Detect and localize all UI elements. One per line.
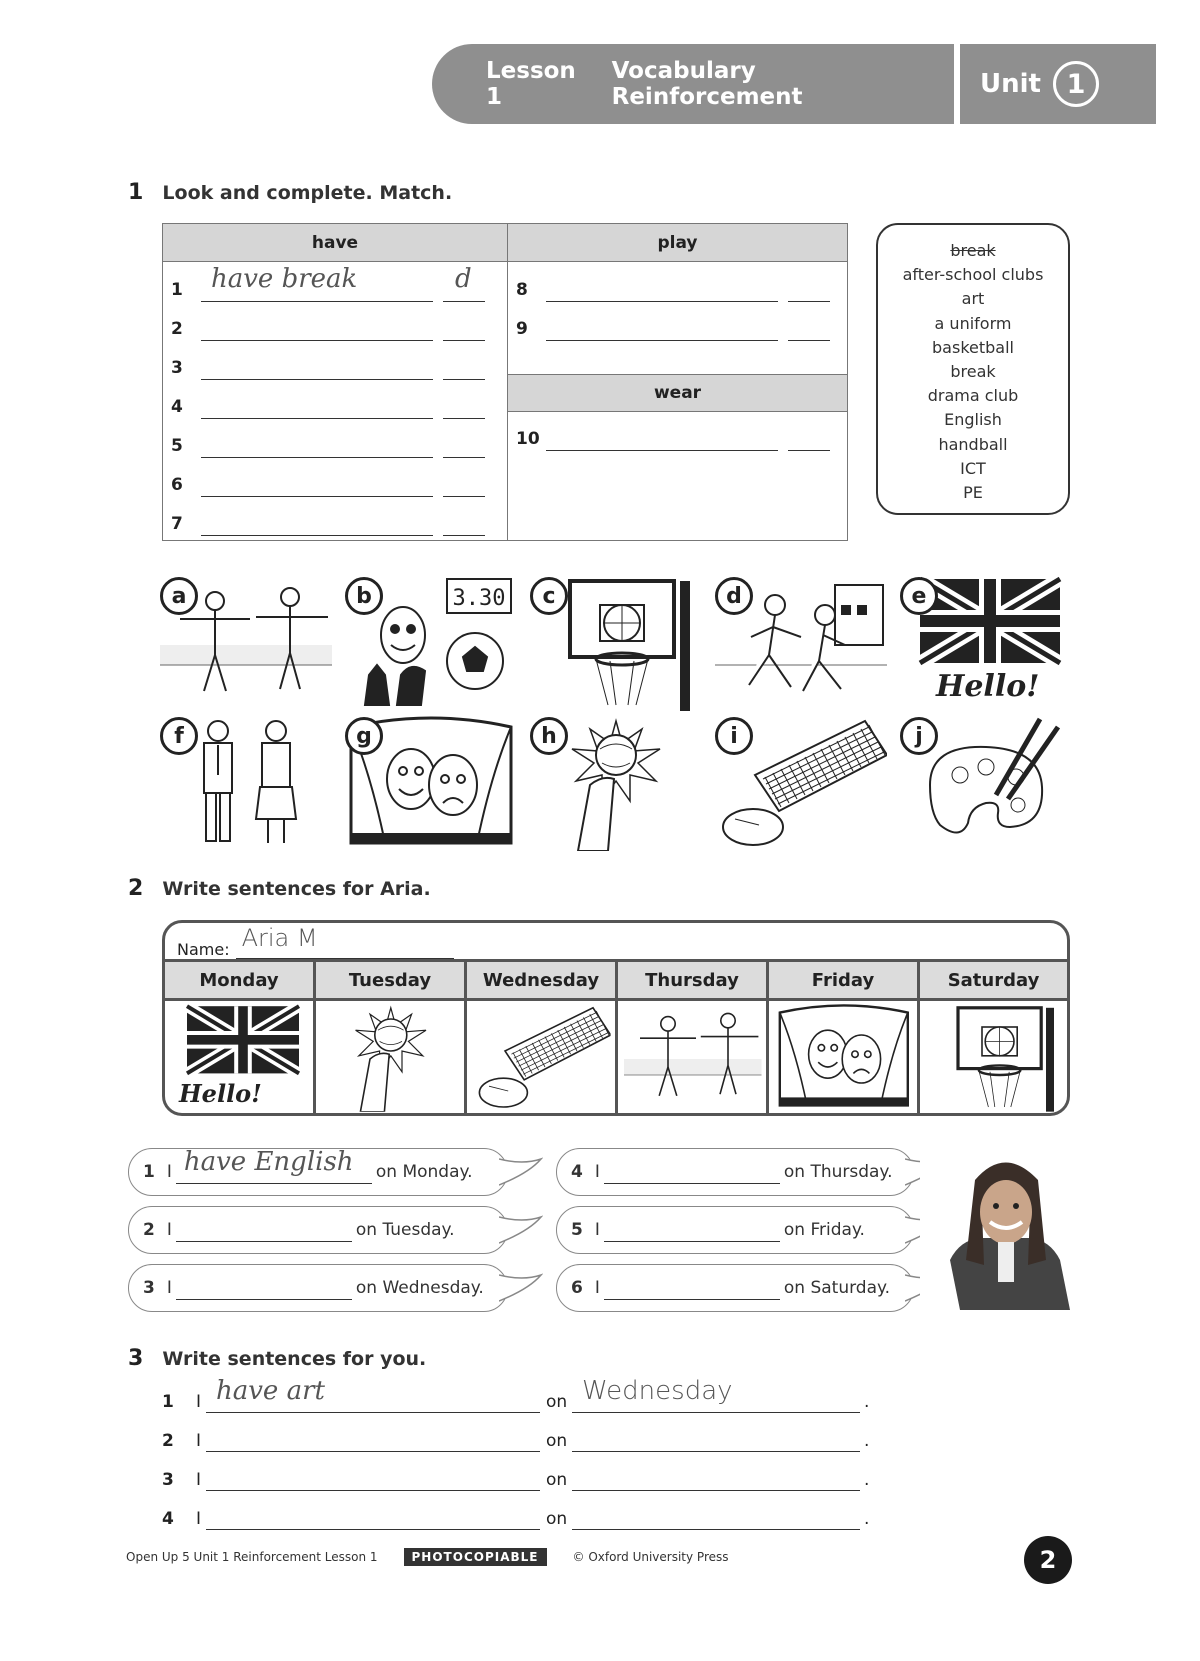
sentence-answer-line[interactable] — [604, 1219, 780, 1242]
picture-b[interactable] — [345, 575, 517, 711]
have-row — [163, 426, 507, 460]
play-row — [508, 309, 847, 343]
sentence-number: 2 — [143, 1220, 155, 1240]
name-row — [177, 924, 1057, 959]
letter-line[interactable] — [788, 270, 830, 302]
row-mid: on — [546, 1392, 568, 1412]
picture-a[interactable] — [160, 575, 332, 711]
row-number: 2 — [171, 319, 183, 339]
picture-letter: c — [530, 577, 568, 615]
row-number: 9 — [516, 319, 528, 339]
word-box-item: drama club — [927, 386, 1019, 406]
day-header-friday: Friday — [769, 962, 920, 998]
word-box-item: PE — [963, 483, 983, 503]
sentence-answer-line[interactable] — [604, 1277, 780, 1300]
word-box-item: after-school clubs — [902, 265, 1044, 285]
answer-line[interactable] — [201, 426, 433, 458]
have-row — [163, 465, 507, 499]
ex3-number: 3 — [128, 1346, 144, 1371]
picture-letter: i — [715, 717, 753, 755]
sentence-end: on Friday. — [783, 1220, 865, 1240]
pe-children-icon — [624, 1003, 762, 1115]
bubble-tail — [499, 1155, 543, 1196]
picture-h[interactable] — [530, 715, 702, 851]
picture-d[interactable] — [715, 575, 887, 711]
have-row — [163, 504, 507, 538]
picture-f[interactable] — [160, 715, 332, 851]
wear-row — [508, 419, 847, 453]
word-box-item: ICT — [960, 458, 986, 478]
letter-line[interactable] — [443, 309, 485, 341]
answer-line[interactable] — [201, 387, 433, 419]
sentence-end: on Tuesday. — [355, 1220, 455, 1240]
ex1-heading — [128, 180, 452, 205]
word-box — [876, 223, 1070, 515]
have-row — [163, 264, 507, 304]
sentence-start: I — [594, 1220, 600, 1240]
word-box-item: English — [944, 410, 1002, 430]
row-number: 6 — [171, 475, 183, 495]
sentence-start: I — [594, 1162, 600, 1182]
activity-line[interactable] — [206, 1460, 540, 1491]
sentence-number: 5 — [571, 1220, 583, 1240]
aria-photo — [920, 1150, 1090, 1310]
picture-letter: a — [160, 577, 198, 615]
ex3-row — [160, 1460, 880, 1494]
ex1-instruction: Look and complete. Match. — [162, 182, 453, 204]
picture-letter: b — [345, 577, 383, 615]
row-number: 10 — [516, 429, 540, 449]
row-number: 3 — [171, 358, 183, 378]
day-line[interactable] — [572, 1376, 860, 1413]
day-cell-wednesday — [467, 1001, 618, 1116]
have-column — [163, 224, 508, 540]
day-line[interactable] — [572, 1460, 860, 1491]
play-header: play — [508, 224, 847, 262]
word-box-item: break — [950, 362, 996, 382]
letter-line[interactable] — [443, 504, 485, 536]
row-mid: on — [546, 1431, 568, 1451]
speech-bubble — [128, 1148, 508, 1196]
day-cell-friday — [769, 1001, 920, 1116]
sentence-answer-line[interactable] — [176, 1146, 372, 1184]
row-end: . — [864, 1509, 870, 1529]
ex3-row — [160, 1421, 880, 1455]
speech-bubble — [128, 1264, 508, 1312]
word-box-item: basketball — [932, 337, 1014, 357]
speech-bubble — [556, 1264, 914, 1312]
keyboard-mouse-icon — [473, 1003, 611, 1115]
basketball-hoop-icon — [926, 1003, 1064, 1115]
picture-letter: d — [715, 577, 753, 615]
ex3-row — [160, 1376, 880, 1416]
ex1-table — [162, 223, 848, 541]
speech-bubble — [556, 1148, 914, 1196]
day-header-monday: Monday — [165, 962, 316, 998]
activity-line[interactable] — [206, 1421, 540, 1452]
row-mid: on — [546, 1509, 568, 1529]
letter-line[interactable] — [788, 309, 830, 341]
letter-answer: d — [455, 264, 472, 294]
sentence-start: I — [166, 1220, 172, 1240]
day-header-wednesday: Wednesday — [467, 962, 618, 998]
speech-bubble — [128, 1206, 508, 1254]
row-start: I — [196, 1509, 202, 1529]
word-box-item: art — [961, 289, 985, 309]
row-end: . — [864, 1431, 870, 1451]
picture-letter: f — [160, 717, 198, 755]
day-header-tuesday: Tuesday — [316, 962, 467, 998]
sentence-start: I — [166, 1162, 172, 1182]
have-row — [163, 348, 507, 382]
row-start: I — [196, 1431, 202, 1451]
play-row — [508, 270, 847, 304]
sentence-end: on Monday. — [375, 1162, 473, 1182]
ex2-number: 2 — [128, 876, 144, 901]
sentence-start: I — [166, 1278, 172, 1298]
row-number: 4 — [171, 397, 183, 417]
unit-header — [960, 44, 1156, 124]
sentence-answer-line[interactable] — [604, 1161, 780, 1184]
days-grid — [165, 959, 1067, 1116]
answer-line[interactable] — [546, 419, 778, 451]
word-box-item: break — [950, 241, 996, 260]
row-number: 7 — [171, 514, 183, 534]
activity-line[interactable] — [206, 1499, 540, 1530]
row-start: I — [196, 1392, 202, 1412]
day-line[interactable] — [572, 1499, 860, 1530]
play-column — [508, 224, 847, 374]
answer-line[interactable] — [201, 264, 433, 302]
answer-line[interactable] — [201, 348, 433, 380]
name-value: Aria M — [241, 924, 318, 952]
day-answer: Wednesday — [582, 1376, 733, 1406]
footer-copyright: © Oxford University Press — [572, 1550, 729, 1564]
photocopiable-badge: PHOTOCOPIABLE — [404, 1548, 547, 1566]
hello-caption: Hello! — [179, 1079, 262, 1108]
letter-line[interactable] — [443, 465, 485, 497]
wear-column — [508, 374, 847, 540]
sentence-answer: have English — [183, 1146, 354, 1177]
letter-line[interactable] — [443, 264, 485, 302]
row-start: I — [196, 1470, 202, 1490]
ex3-heading — [128, 1346, 426, 1371]
letter-line[interactable] — [443, 387, 485, 419]
picture-e[interactable] — [900, 575, 1072, 711]
day-cell-tuesday — [316, 1001, 467, 1116]
row-number: 5 — [171, 436, 183, 456]
timetable — [162, 920, 1070, 1116]
sentence-number: 1 — [143, 1162, 155, 1182]
sentence-start: I — [594, 1278, 600, 1298]
answer-line[interactable] — [201, 309, 433, 341]
picture-letter: h — [530, 717, 568, 755]
picture-c[interactable] — [530, 575, 702, 711]
row-number: 1 — [171, 280, 183, 300]
row-number: 3 — [162, 1470, 174, 1490]
lesson-title: Vocabulary Reinforcement — [611, 58, 803, 110]
lesson-label: Lesson 1 — [486, 58, 576, 110]
picture-g[interactable] — [345, 715, 517, 851]
footer-left: Open Up 5 Unit 1 Reinforcement Lesson 1 — [126, 1550, 378, 1564]
picture-letter: e — [900, 577, 938, 615]
ex3-row — [160, 1499, 880, 1533]
have-row — [163, 387, 507, 421]
row-end: . — [864, 1392, 870, 1412]
sentence-number: 3 — [143, 1278, 155, 1298]
have-header: have — [163, 224, 507, 262]
activity-line[interactable] — [206, 1376, 540, 1413]
handball-icon — [322, 1003, 460, 1115]
letter-line[interactable] — [443, 348, 485, 380]
picture-letter: g — [345, 717, 383, 755]
sentence-answer-line[interactable] — [176, 1277, 352, 1300]
row-number: 4 — [162, 1509, 174, 1529]
letter-line[interactable] — [788, 419, 830, 451]
drama-masks-icon — [775, 1003, 913, 1115]
page-number: 2 — [1024, 1536, 1072, 1584]
speech-bubble — [556, 1206, 914, 1254]
bubble-tail — [499, 1213, 543, 1254]
activity-answer: have art — [216, 1376, 325, 1406]
unit-label: Unit — [980, 69, 1041, 99]
sentence-number: 4 — [571, 1162, 583, 1182]
answer-text: have break — [211, 264, 358, 294]
word-box-item: handball — [938, 434, 1008, 454]
picture-letter: j — [900, 717, 938, 755]
sentence-end: on Wednesday. — [355, 1278, 484, 1298]
day-header-saturday: Saturday — [920, 962, 1067, 998]
picture-i[interactable] — [715, 715, 887, 851]
lesson-header — [432, 44, 954, 124]
footer — [126, 1548, 729, 1566]
ex1-number: 1 — [128, 180, 144, 205]
name-field[interactable] — [236, 924, 454, 959]
answer-line[interactable] — [201, 504, 433, 536]
day-line[interactable] — [572, 1421, 860, 1452]
word-box-item: a uniform — [934, 313, 1012, 333]
letter-line[interactable] — [443, 426, 485, 458]
answer-line[interactable] — [546, 270, 778, 302]
row-number: 8 — [516, 280, 528, 300]
day-header-thursday: Thursday — [618, 962, 769, 998]
sentence-end: on Thursday. — [783, 1162, 893, 1182]
clock-text: 3.30 — [452, 586, 506, 611]
sentence-end: on Saturday. — [783, 1278, 891, 1298]
answer-line[interactable] — [201, 465, 433, 497]
ex2-instruction: Write sentences for Aria. — [162, 878, 431, 900]
bubble-tail — [499, 1271, 543, 1312]
unit-number: 1 — [1053, 61, 1099, 107]
row-end: . — [864, 1470, 870, 1490]
picture-j[interactable] — [900, 715, 1072, 851]
ex3-instruction: Write sentences for you. — [162, 1348, 427, 1370]
row-number: 2 — [162, 1431, 174, 1451]
sentence-number: 6 — [571, 1278, 583, 1298]
row-number: 1 — [162, 1392, 174, 1412]
row-mid: on — [546, 1470, 568, 1490]
ex2-heading — [128, 876, 431, 901]
wear-header: wear — [508, 374, 847, 412]
answer-line[interactable] — [546, 309, 778, 341]
hello-caption: Hello! — [936, 669, 1040, 704]
name-label: Name: — [177, 940, 230, 959]
day-cell-monday — [165, 1001, 316, 1116]
sentence-answer-line[interactable] — [176, 1219, 352, 1242]
day-cell-thursday — [618, 1001, 769, 1116]
have-row — [163, 309, 507, 343]
day-cell-saturday — [920, 1001, 1067, 1116]
